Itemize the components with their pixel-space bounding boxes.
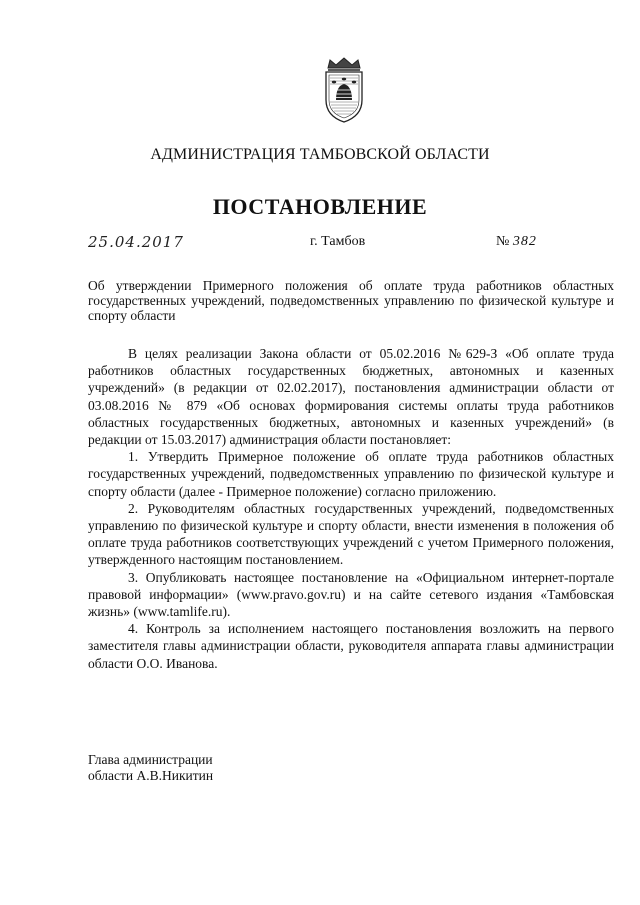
organization-name: АДМИНИСТРАЦИЯ ТАМБОВСКОЙ ОБЛАСТИ	[150, 146, 490, 163]
number-value: 382	[512, 234, 537, 249]
item-paragraph: 3. Опубликовать настоящее постановление на «Официальном интернет-портале правовой информации» (www.pravo.gov.ru) и на сайте сетевого издания «Тамбовская жизнь» (www.tamlife.ru).	[88, 569, 614, 620]
signature-title: Глава администрации	[88, 752, 213, 767]
document-city: г. Тамбов	[310, 234, 366, 249]
item-paragraph: 2. Руководителям областных государственных учреждений, подведомственных управлению по физической культуре и спорту области, внести изменения в положения об оплате труда работников соответствующих учреждений с учетом Примерного положения, утвержденного настоящим постановлением.	[88, 500, 614, 568]
signature-block	[88, 752, 213, 784]
document-number	[496, 234, 537, 250]
signature-name: области А.В.Никитин	[88, 768, 214, 783]
document-body	[88, 345, 614, 672]
tambov-coat-of-arms-icon	[316, 56, 372, 124]
number-label: №	[496, 234, 510, 249]
document-date: 25.04.2017	[88, 233, 184, 251]
item-paragraph: 4. Контроль за исполнением настоящего постановления возложить на первого заместителя главы администрации области, руководителя аппарата главы администрации области О.О. Иванова.	[88, 621, 614, 671]
document-type-title: ПОСТАНОВЛЕНИЕ	[212, 194, 428, 219]
item-paragraph: 1. Утвердить Примерное положение об оплате труда работников областных государственных учреждений, подведомственных управлению по физической культуре и спорту области (далее - Примерное положение) согласно приложению.	[88, 449, 614, 499]
preamble-paragraph: В целях реализации Закона области от 05.02.2016 №629-З «Об оплате труда работников областных государственных бюджетных, автономных и казенных учреждений» (в редакции от 02.02.2017), постановления администрации области от 03.08.2016 № 879 «Об основах формирования системы оплаты труда работников областных государственных бюджетных, автономных и казенных учреждений» (в редакции от 15.03.2017) администрация области постановляет:	[88, 346, 614, 448]
document-subject: Об утверждении Примерного положения об оплате труда работников областных государственных учреждений, подведомственных управлению по физической культуре и спорту области	[88, 278, 614, 323]
